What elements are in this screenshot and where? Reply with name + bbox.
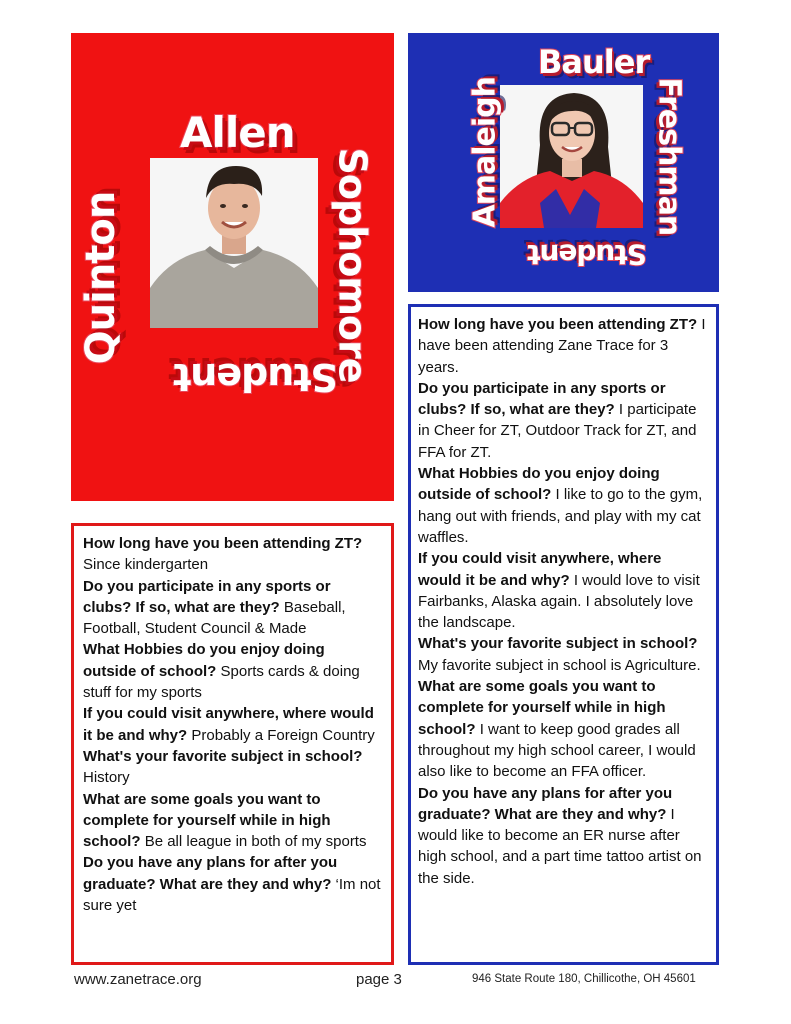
answer: Sports cards & doing stuff for my sports — [83, 662, 360, 702]
qa-item — [83, 746, 382, 789]
answer: I would like to become an ER nurse after high school, and a part time tattoo artist on the side. — [418, 805, 702, 887]
answer: Since kindergarten — [83, 556, 209, 574]
last-name-sticker: Bauler — [538, 43, 650, 81]
question: Do you have any plans for after you graduate? What are they and why? — [83, 854, 338, 893]
answer: ‘Im not sure yet — [83, 875, 381, 915]
website-link[interactable]: www.zanetrace.org — [74, 971, 202, 988]
qa-item — [418, 314, 707, 378]
qa-item — [83, 789, 382, 853]
answer: Baseball, Football, Student Council & Made — [83, 598, 346, 638]
question: What Hobbies do you enjoy doing outside of school? — [83, 641, 325, 680]
question: What are some goals you want to complete for yourself while in high school? — [83, 790, 331, 851]
interview-box-amaleigh — [408, 304, 719, 965]
qa-item — [83, 533, 382, 576]
qa-item — [418, 633, 707, 676]
question: If you could visit anywhere, where would it be and why? — [418, 550, 662, 589]
qa-item — [418, 378, 707, 463]
student-photo-amaleigh — [500, 85, 643, 228]
answer: I want to keep good grades all throughout my high school career, I would also like to become an FFA officer. — [418, 720, 696, 781]
qa-item — [83, 852, 382, 916]
qa-item — [83, 576, 382, 640]
role-sticker: Student — [174, 355, 338, 399]
question: Do you participate in any sports or clubs? If so, what are they? — [83, 577, 331, 616]
question: If you could visit anywhere, where would it be and why? — [83, 705, 374, 744]
student-photo-quinton — [150, 158, 318, 328]
qa-item — [418, 676, 707, 782]
question: What's your favorite subject in school? — [83, 747, 363, 765]
question: What's your favorite subject in school? — [418, 635, 698, 653]
grade-sticker: Freshman — [651, 77, 687, 236]
role-sticker: Student — [528, 238, 647, 271]
qa-item — [83, 639, 382, 703]
question: What Hobbies do you enjoy doing outside of school? — [418, 465, 660, 504]
answer: I participate in Cheer for ZT, Outdoor Track for ZT, and FFA for ZT. — [418, 401, 697, 461]
answer: I like to go to the gym, hang out with friends, and play with my cat waffles. — [418, 486, 703, 546]
answer: Be all league in both of my sports — [144, 833, 367, 851]
qa-item — [418, 783, 707, 889]
question: How long have you been attending ZT? — [418, 316, 698, 333]
page-number: page 3 — [356, 971, 402, 988]
first-name-sticker: Quinton — [78, 191, 124, 365]
qa-item — [418, 463, 707, 548]
grade-sticker: Sophomore — [330, 147, 375, 383]
question: Do you have any plans for after you graduate? What are they and why? — [418, 784, 673, 823]
last-name-sticker: Allen — [180, 108, 295, 157]
question: What are some goals you want to complete for yourself while in high school? — [418, 678, 666, 738]
question: Do you participate in any sports or clubs? If so, what are they? — [418, 379, 666, 419]
answer: History — [83, 769, 130, 787]
answer: I would love to visit Fairbanks, Alaska again. I absolutely love the landscape. — [418, 571, 700, 632]
qa-item — [418, 548, 707, 633]
question: How long have you been attending ZT? — [83, 535, 363, 552]
answer: Probably a Foreign Country — [191, 726, 375, 744]
answer: I have been attending Zane Trace for 3 years. — [418, 316, 706, 376]
answer: My favorite subject in school is Agriculture. — [418, 656, 701, 674]
interview-box-quinton — [71, 523, 394, 965]
first-name-sticker: Amaleigh — [467, 77, 503, 228]
qa-item — [83, 703, 382, 746]
school-address: 946 State Route 180, Chillicothe, OH 45601 — [472, 973, 696, 985]
